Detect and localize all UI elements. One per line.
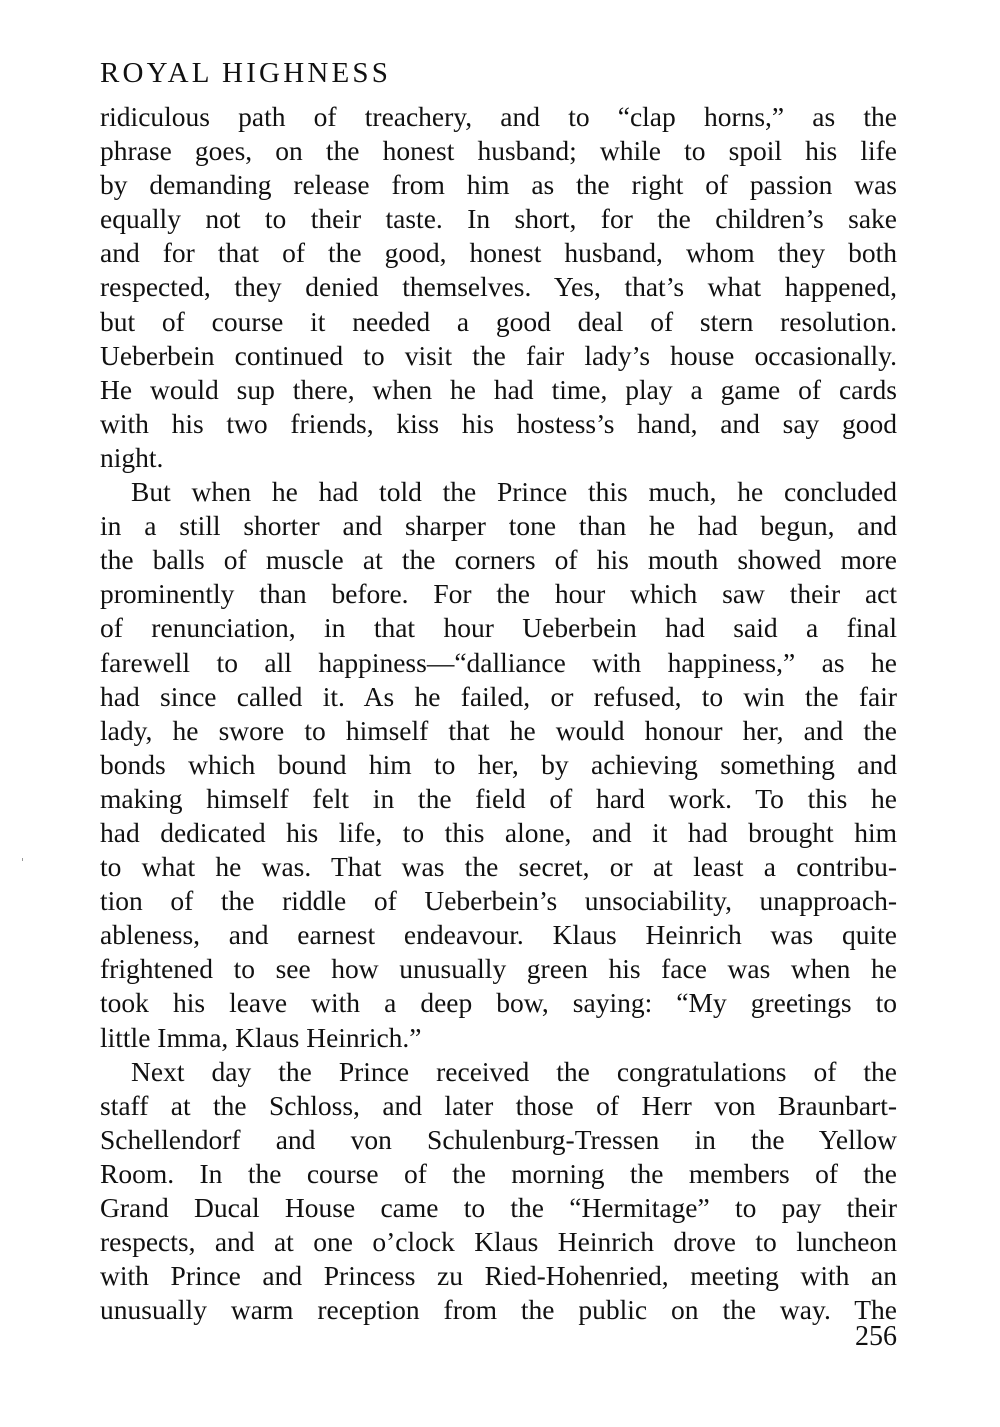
- text-line: equally not to their taste. In short, for the children’s sake: [100, 203, 897, 235]
- text-line: Room. In the course of the morning the members of the: [100, 1157, 897, 1189]
- paragraph: [100, 100, 897, 475]
- text-line: had since called it. As he failed, or refused, to win the fair: [100, 680, 897, 712]
- text-line: ridiculous path of treachery, and to “clap horns,” as the: [100, 101, 897, 132]
- text-line: ableness, and earnest endeavour. Klaus Heinrich was quite: [100, 919, 897, 951]
- running-head: ROYAL HIGHNESS: [100, 57, 392, 89]
- text-line: by demanding release from him as the right of passion was: [100, 169, 897, 201]
- text-line: night.: [100, 441, 164, 473]
- text-line: staff at the Schloss, and later those of Herr von Braunbart-: [100, 1089, 897, 1121]
- text-line: phrase goes, on the honest husband; while to spoil his life: [100, 135, 897, 167]
- text-line: frightened to see how unusually green his face was when he: [100, 953, 897, 985]
- text-line: took his leave with a deep bow, saying: “My greetings to: [100, 987, 897, 1019]
- scan-speck: [22, 858, 23, 861]
- text-line: with his two friends, kiss his hostess’s hand, and say good: [100, 407, 897, 439]
- text-line: of renunciation, in that hour Ueberbein had said a final: [100, 612, 897, 644]
- text-line: with Prince and Princess zu Ried-Hohenried, meeting with an: [100, 1260, 897, 1292]
- text-line: lady, he swore to himself that he would honour her, and the: [100, 714, 897, 746]
- text-line: prominently than before. For the hour which saw their act: [100, 578, 897, 610]
- text-line: Grand Ducal House came to the “Hermitage” to pay their: [100, 1192, 897, 1223]
- text-line: tion of the riddle of Ueberbein’s unsociability, unapproach-: [100, 885, 897, 917]
- text-line: But when he had told the Prince this much, he concluded: [131, 476, 897, 508]
- text-line: respected, they denied themselves. Yes, that’s what happened,: [100, 271, 897, 303]
- text-line: in a still shorter and sharper tone than he had begun, and: [100, 510, 897, 542]
- paragraph: [100, 475, 897, 1055]
- text-line: but of course it needed a good deal of stern resolution.: [100, 305, 897, 337]
- page-number: 256: [855, 1321, 897, 1352]
- text-line: Schellendorf and von Schulenburg-Tressen in the Yellow: [100, 1123, 897, 1155]
- text-line: Ueberbein continued to visit the fair lady’s house occasionally.: [100, 339, 897, 371]
- text-line: He would sup there, when he had time, play a game of cards: [100, 373, 897, 405]
- text-line: making himself felt in the field of hard work. To this he: [100, 782, 897, 814]
- text-line: the balls of muscle at the corners of his mouth showed more: [100, 544, 897, 576]
- text-line: respects, and at one o’clock Klaus Heinrich drove to luncheon: [100, 1226, 897, 1258]
- text-line: and for that of the good, honest husband, whom they both: [100, 237, 897, 269]
- text-line: little Imma, Klaus Heinrich.”: [100, 1021, 422, 1053]
- text-line: to what he was. That was the secret, or at least a contribu-: [100, 851, 897, 883]
- paragraph: [100, 1055, 897, 1328]
- text-line: bonds which bound him to her, by achieving something and: [100, 748, 897, 780]
- text-line: had dedicated his life, to this alone, and it had brought him: [100, 816, 897, 848]
- body-text: [100, 100, 897, 1327]
- text-line: unusually warm reception from the public on the way. The: [100, 1294, 897, 1326]
- text-line: Next day the Prince received the congratulations of the: [131, 1055, 897, 1087]
- text-line: farewell to all happiness—“dalliance with happiness,” as he: [100, 646, 897, 678]
